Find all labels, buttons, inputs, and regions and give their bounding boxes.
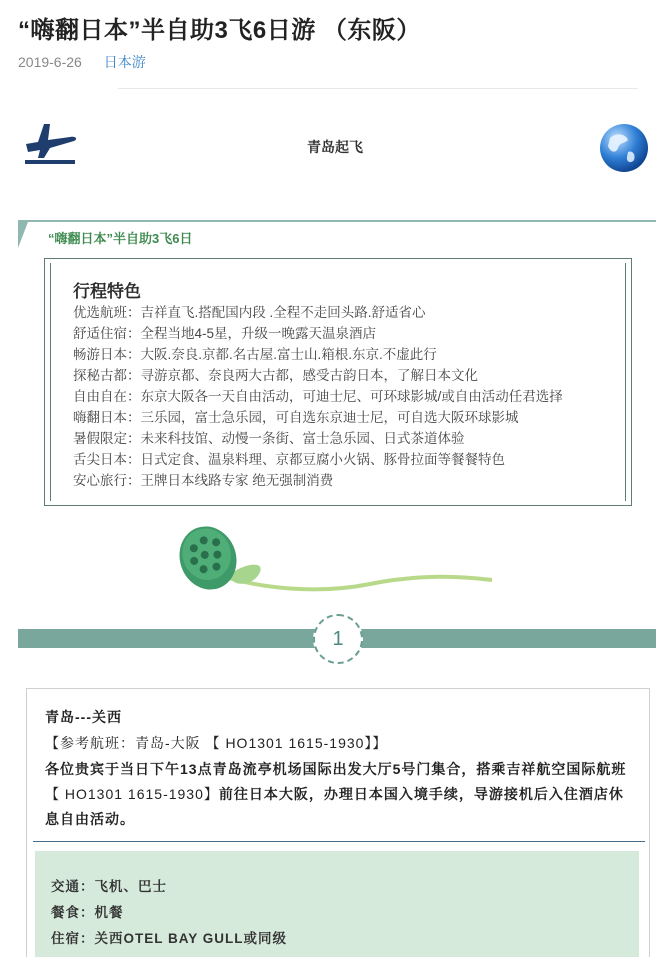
features-list xyxy=(73,302,563,491)
description-text: 前往日本大阪，办理日本国入境手续，导游接机后入住酒店休息自由活动。 xyxy=(45,786,624,827)
ribbon-line xyxy=(18,220,656,222)
article-meta xyxy=(18,52,146,72)
day-info-box xyxy=(35,851,639,957)
card-divider xyxy=(33,841,645,842)
hotel-info: 住宿：关西OTEL BAY GULL或同级 xyxy=(51,931,288,946)
ribbon-label: “嗨翻日本”半自助3飞6日 xyxy=(48,231,193,246)
header-divider xyxy=(118,88,638,89)
feature-item: 自由自在：东京大阪各一天自由活动，可迪士尼、可环球影城/或自由活动任君选择 xyxy=(73,389,563,404)
ribbon-tab xyxy=(18,222,28,248)
section-ribbon xyxy=(18,220,658,248)
day-itinerary-card xyxy=(26,688,650,957)
description-text: 各位贵宾于当日下午13点青岛流亭机场国际出发大厅5号门集合，搭乘吉祥航空国际航班 xyxy=(45,761,627,777)
feature-item: 暑假限定：未来科技馆、动慢一条街、富士急乐园、日式茶道体验 xyxy=(73,431,465,446)
day-number-badge xyxy=(313,614,363,664)
day-description xyxy=(45,757,637,832)
feature-item: 优选航班：吉祥直飞.搭配国内段 .全程不走回头路.舒适省心 xyxy=(73,305,426,320)
feature-item: 安心旅行：王牌日本线路专家 绝无强制消费 xyxy=(73,473,334,488)
features-heading: 行程特色 xyxy=(73,282,141,301)
day-number: 1 xyxy=(332,628,344,650)
publish-date: 2019-6-26 xyxy=(18,54,82,70)
category-link[interactable]: 日本游 xyxy=(103,54,146,70)
day-route: 青岛---关西 xyxy=(45,709,122,725)
itinerary-features-box xyxy=(44,258,632,506)
feature-item: 舌尖日本：日式定食、温泉料理、京都豆腐小火锅、豚骨拉面等餐餐特色 xyxy=(73,452,505,467)
feature-item: 嗨翻日本：三乐园，富士急乐园，可自选东京迪士尼，可自选大阪环球影城 xyxy=(73,410,519,425)
flight-code: 【 HO1301 1615-1930】 xyxy=(45,786,219,802)
feature-item: 舒适住宿：全程当地4-5星，升级一晚露天温泉酒店 xyxy=(73,326,377,341)
flight-reference: 【参考航班：青岛-大阪 【 HO1301 1615-1930】】 xyxy=(45,735,388,751)
globe-icon xyxy=(598,122,650,174)
meal-info: 餐食：机餐 xyxy=(51,905,124,920)
departure-city: 青岛起飞 xyxy=(307,139,363,155)
feature-item: 畅游日本：大阪.奈良.京都.名古屋.富士山.箱根.东京.不虚此行 xyxy=(73,347,437,362)
lotus-pod-decoration xyxy=(170,510,500,610)
transport-info: 交通：飞机、巴士 xyxy=(51,879,167,894)
feature-item: 探秘古都：寻游京都、奈良两大古都，感受古韵日本，了解日本文化 xyxy=(73,368,478,383)
article-title: “嗨翻日本”半自助3飞6日游 （东阪） xyxy=(18,17,421,44)
